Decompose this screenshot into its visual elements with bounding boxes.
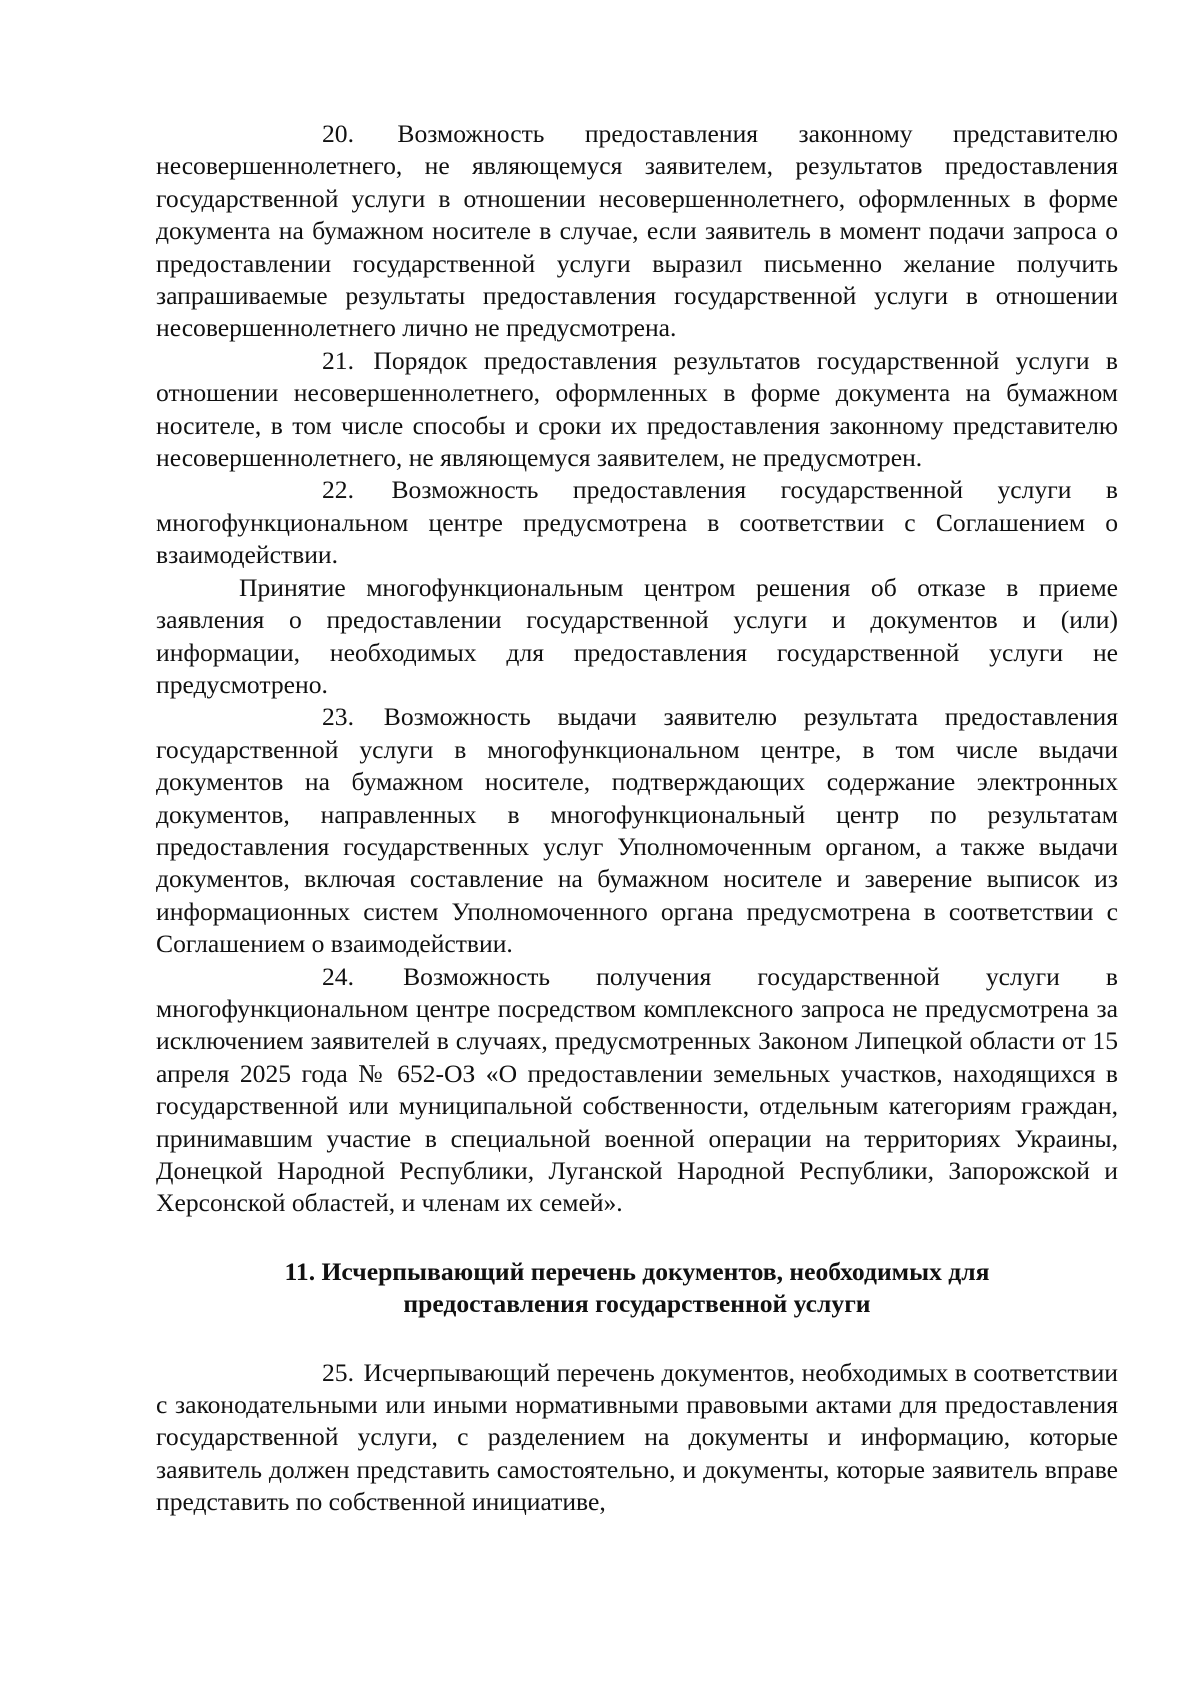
paragraph-number: 23.	[322, 702, 354, 732]
paragraph-25	[156, 1357, 1118, 1519]
paragraph-23	[156, 701, 1118, 960]
paragraph-21	[156, 345, 1118, 475]
paragraph-text: Порядок предоставления результатов государственной услуги в отношении несовершеннолетнего, оформленных в форме документа на бумажном носителе, в том числе способы и сроки их предоставления законному представителю несовершеннолетнего, не являющемуся заявителем, не предусмотрен.	[156, 345, 1118, 473]
paragraph-text: Принятие многофункциональным центром решения об отказе в приеме заявления о предоставлении государственной услуги и документов и (или) информации, необходимых для предоставления государственной услуги не предусмотрено.	[156, 572, 1118, 699]
document-page	[156, 118, 1118, 1519]
paragraph-text: Возможность выдачи заявителю результата предоставления государственной услуги в многофункциональном центре, в том числе выдачи документов на бумажном носителе, подтверждающих содержание электронных документов, направленных в многофункциональный центр по результатам предоставления государственных услуг Уполномоченным органом, а также выдачи документов, включая составление на бумажном носителе и заверение выписок из информационных систем Уполномоченного органа предусмотрена в соответствии с Соглашением о взаимодействии.	[156, 702, 1118, 959]
paragraph-number: 22.	[322, 475, 354, 505]
paragraph-20	[156, 118, 1118, 345]
section-heading-line-1: 11. Исчерпывающий перечень документов, необходимых для	[284, 1256, 990, 1286]
paragraph-number: 20.	[322, 119, 354, 148]
section-heading	[156, 1256, 1118, 1321]
paragraph-number: 21.	[322, 345, 354, 375]
paragraph-number: 25.	[322, 1357, 354, 1387]
paragraph-22	[156, 474, 1118, 571]
paragraph-text: Возможность предоставления государственной услуги в многофункциональном центре предусмотрена в соответствии с Соглашением о взаимодействии.	[156, 475, 1118, 570]
paragraph-text: Возможность получения государственной услуги в многофункциональном центре посредством комплексного запроса не предусмотрена за исключением заявителей в случаях, предусмотренных Законом Липецкой области от 15 апреля 2025 года № 652-ОЗ «О предоставлении земельных участков, находящихся в государственной или муниципальной собственности, отдельным категориям граждан, принимавшим участие в специальной военной операции на территориях Украины, Донецкой Народной Республики, Луганской Народной Республики, Запорожской и Херсонской областей, и членам их семей».	[156, 961, 1118, 1218]
paragraph-text: Возможность предоставления законному представителю несовершеннолетнего, не являющемуся заявителем, результатов предоставления государственной услуги в отношении несовершеннолетнего, оформленных в форме документа на бумажном носителе в случае, если заявитель в момент подачи запроса о предоставлении государственной услуги выразил письменно желание получить запрашиваемые результаты предоставления государственной услуги в отношении несовершеннолетнего лично не предусмотрена.	[156, 119, 1118, 343]
section-heading-line-2: предоставления государственной услуги	[403, 1289, 871, 1319]
paragraph-24	[156, 961, 1118, 1220]
paragraph-text: Исчерпывающий перечень документов, необходимых в соответствии с законодательными или иными нормативными правовыми актами для предоставления государственной услуги, с разделением на документы и информацию, которые заявитель должен представить самостоятельно, и документы, которые заявитель вправе представить по собственной инициативе,	[156, 1357, 1118, 1517]
paragraph-22-continuation	[156, 572, 1118, 702]
paragraph-number: 24.	[322, 961, 354, 991]
